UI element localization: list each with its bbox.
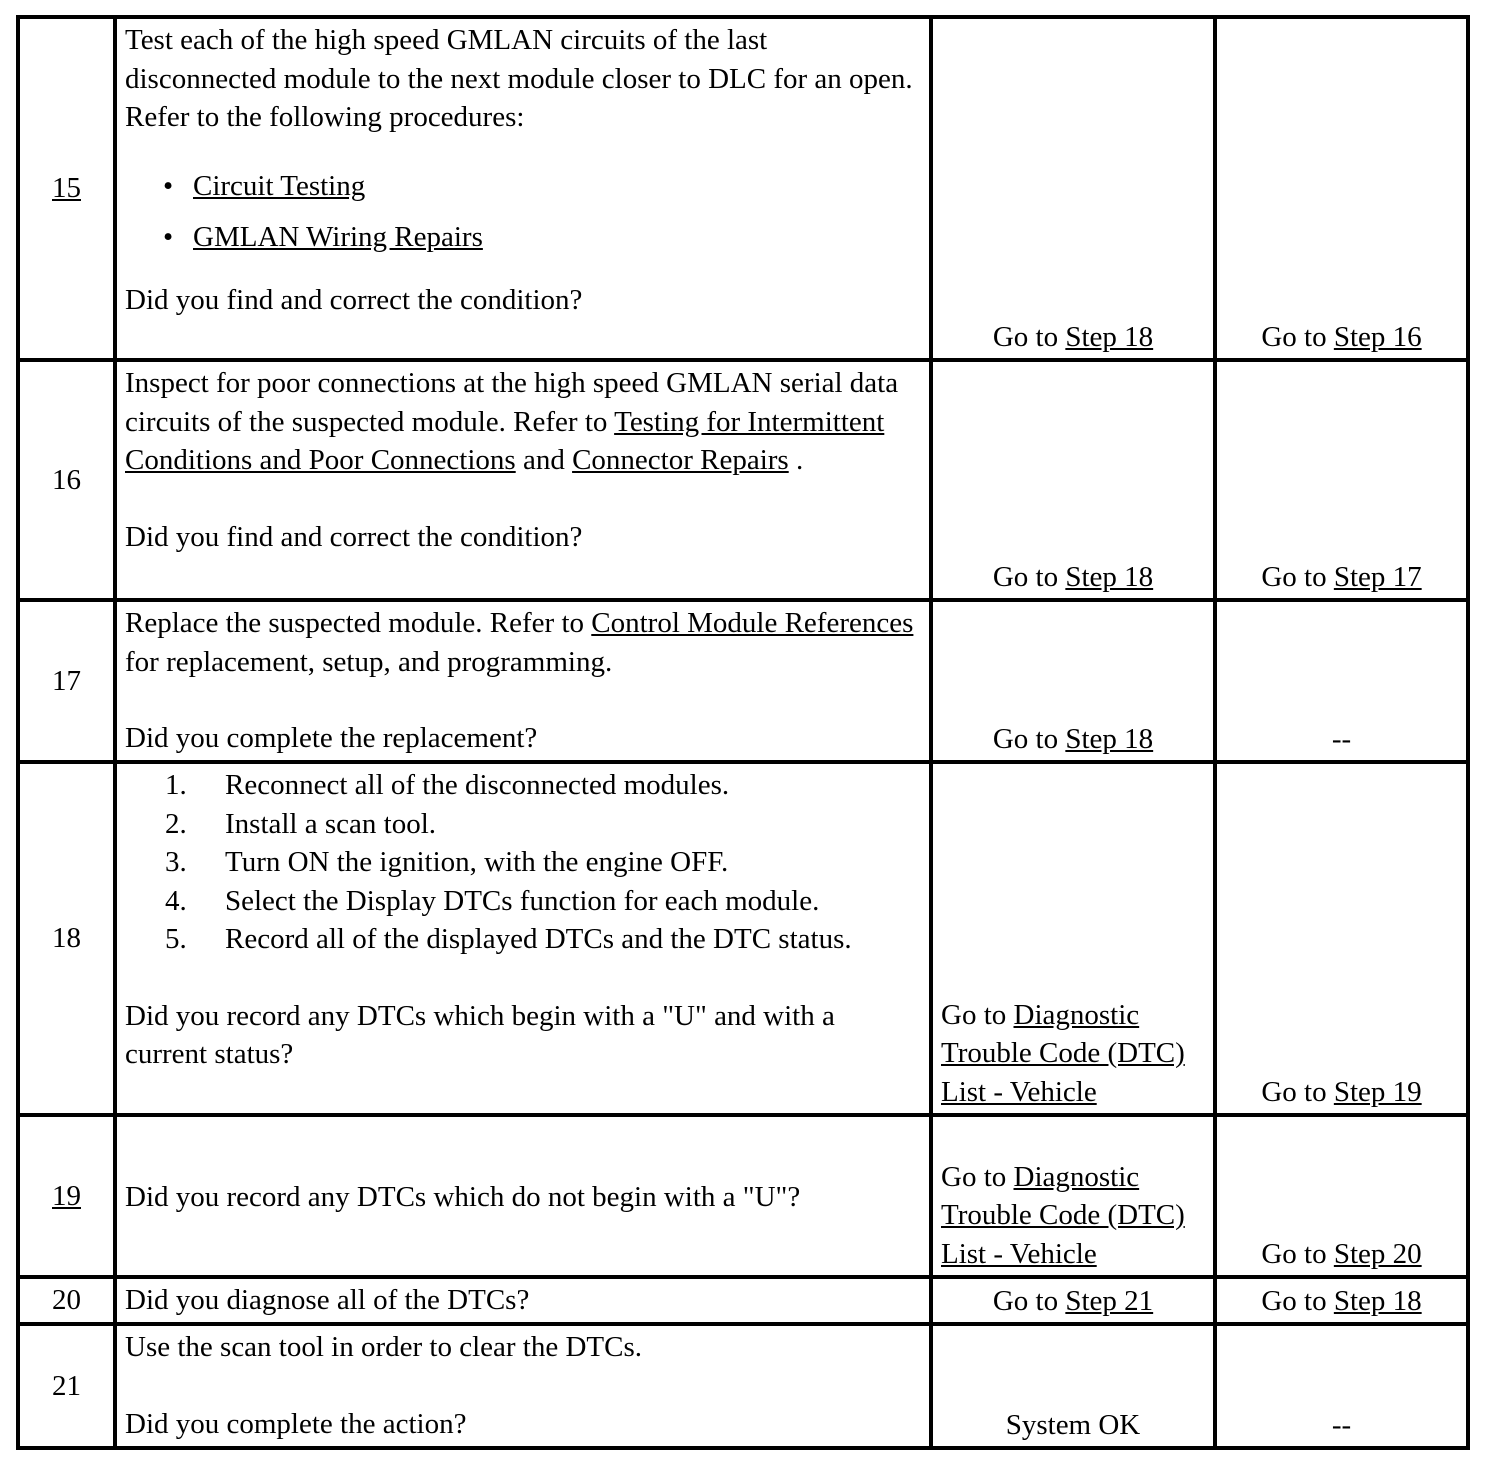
no-result-cell (1215, 1115, 1468, 1277)
table-row (18, 600, 1468, 762)
no-result-cell (1215, 762, 1468, 1115)
step-number-cell (18, 1115, 115, 1277)
step-number-cell (18, 17, 115, 360)
step-question: Did you diagnose all of the DTCs? (125, 1284, 530, 1316)
no-result-cell (1215, 1277, 1468, 1324)
yes-result-cell (931, 1324, 1215, 1448)
goto-step-link[interactable]: Step 18 (1065, 560, 1154, 593)
table-row (18, 17, 1468, 360)
action-cell (115, 600, 931, 762)
no-result-cell (1215, 17, 1468, 360)
table-row (18, 1277, 1468, 1324)
go-to-label: Go to (992, 560, 1059, 593)
list-item (165, 843, 921, 882)
table-row (18, 360, 1468, 600)
step-question: Did you complete the replacement? (125, 722, 538, 754)
go-to-label: Go to (1261, 320, 1327, 353)
list-text: Select the Display DTCs function for each module. (225, 884, 820, 917)
goto-step-link[interactable]: Step 19 (1333, 1075, 1422, 1108)
step-instruction (125, 604, 921, 681)
action-cell (115, 1115, 931, 1277)
table-row (18, 762, 1468, 1115)
list-item (165, 766, 921, 805)
yes-result-cell (931, 1277, 1215, 1324)
table-row (18, 1115, 1468, 1277)
step-number: 16 (52, 463, 81, 496)
list-item: • Circuit Testing (163, 169, 366, 202)
step-number-cell (18, 762, 115, 1115)
list-item (165, 805, 921, 844)
goto-step-link[interactable]: Step 20 (1333, 1237, 1422, 1270)
table-row (18, 1324, 1468, 1448)
goto-step-link[interactable]: Step 21 (1065, 1284, 1154, 1317)
list-item: • GMLAN Wiring Repairs (163, 220, 483, 253)
go-to-label: Go to (1261, 1237, 1327, 1270)
action-cell (115, 1277, 931, 1324)
instruction-text: . (795, 444, 804, 476)
action-cell (115, 1324, 931, 1448)
yes-result-cell (931, 1115, 1215, 1277)
instruction-text: for replacement, setup, and programming. (125, 645, 613, 678)
procedure-list (163, 161, 921, 263)
no-result-text: -- (1331, 1408, 1352, 1441)
goto-step-link[interactable]: Step 18 (1065, 320, 1154, 353)
action-cell (115, 360, 931, 600)
step-number: 20 (52, 1284, 81, 1317)
list-text: Reconnect all of the disconnected modules. (225, 769, 730, 801)
go-to-label: Go to (941, 998, 1007, 1031)
list-item (165, 882, 921, 921)
no-result-cell (1215, 1324, 1468, 1448)
step-number-cell (18, 600, 115, 762)
list-number: 2. (165, 807, 187, 840)
list-number: 3. (165, 846, 187, 878)
goto-step-link[interactable]: Step 17 (1333, 560, 1422, 593)
list-text: Record all of the displayed DTCs and the DTC status. (225, 923, 852, 955)
diagnostic-procedure-table (16, 15, 1470, 1450)
go-to-label: Go to (992, 722, 1059, 755)
no-result-text: -- (1331, 722, 1352, 755)
intermittent-conditions-link[interactable]: Testing for Intermittent Conditions and Poor Connections (125, 405, 885, 476)
instruction-text: Inspect for poor connections at the high speed GMLAN serial data circuits of the suspected module. Refer to (125, 367, 899, 438)
action-cell (115, 17, 931, 360)
step-number-cell (18, 1324, 115, 1448)
dtc-list-link[interactable]: Diagnostic Trouble Code (DTC) List - Vehicle (941, 1160, 1185, 1270)
step-number: 18 (52, 922, 81, 955)
gmlan-wiring-repairs-link[interactable]: GMLAN Wiring Repairs (193, 220, 483, 253)
list-number: 4. (165, 884, 187, 917)
go-to-label: Go to (1261, 1075, 1327, 1108)
instruction-text: Replace the suspected module. Refer to (125, 607, 585, 639)
list-item (165, 920, 921, 959)
system-ok-text: System OK (1005, 1408, 1141, 1441)
go-to-label: Go to (941, 1160, 1007, 1193)
yes-result-cell (931, 762, 1215, 1115)
step-15-link[interactable]: 15 (52, 172, 81, 205)
step-instruction (125, 364, 921, 480)
list-number: 1. (165, 769, 187, 801)
step-instruction: Use the scan tool in order to clear the DTCs. (125, 1331, 643, 1363)
go-to-label: Go to (992, 1284, 1059, 1317)
step-instruction: Test each of the high speed GMLAN circuits of the last disconnected module to the next module closer to DLC for an open. Refer to the following procedures: (125, 24, 913, 133)
go-to-label: Go to (1261, 1284, 1327, 1317)
step-number-cell (18, 1277, 115, 1324)
yes-result-cell (931, 600, 1215, 762)
numbered-procedure-list (165, 766, 921, 959)
step-question: Did you find and correct the condition? (125, 283, 583, 316)
list-number: 5. (165, 923, 187, 955)
list-text: Install a scan tool. (225, 807, 437, 840)
circuit-testing-link[interactable]: Circuit Testing (193, 169, 366, 202)
step-question: Did you complete the action? (125, 1407, 467, 1440)
step-number: 17 (52, 664, 81, 697)
goto-step-link[interactable]: Step 18 (1333, 1284, 1422, 1317)
yes-result-cell (931, 360, 1215, 600)
step-19-link[interactable]: 19 (52, 1179, 81, 1212)
step-question: Did you record any DTCs which do not begin with a "U"? (125, 1180, 801, 1213)
step-number-cell (18, 360, 115, 600)
go-to-label: Go to (992, 320, 1059, 353)
dtc-list-link[interactable]: Diagnostic Trouble Code (DTC) List - Vehicle (941, 998, 1185, 1108)
step-question: Did you record any DTCs which begin with a "U" and with a current status? (125, 999, 835, 1070)
yes-result-cell (931, 17, 1215, 360)
connector-repairs-link[interactable]: Connector Repairs (572, 444, 789, 476)
no-result-cell (1215, 600, 1468, 762)
goto-step-link[interactable]: Step 18 (1065, 722, 1154, 755)
instruction-text: and (522, 444, 565, 476)
go-to-label: Go to (1261, 560, 1327, 593)
control-module-references-link[interactable]: Control Module References (591, 607, 914, 639)
no-result-cell (1215, 360, 1468, 600)
action-cell (115, 762, 931, 1115)
step-number: 21 (52, 1369, 81, 1402)
list-text: Turn ON the ignition, with the engine OFF. (225, 846, 729, 878)
goto-step-link[interactable]: Step 16 (1333, 320, 1422, 353)
step-question: Did you find and correct the condition? (125, 520, 583, 553)
